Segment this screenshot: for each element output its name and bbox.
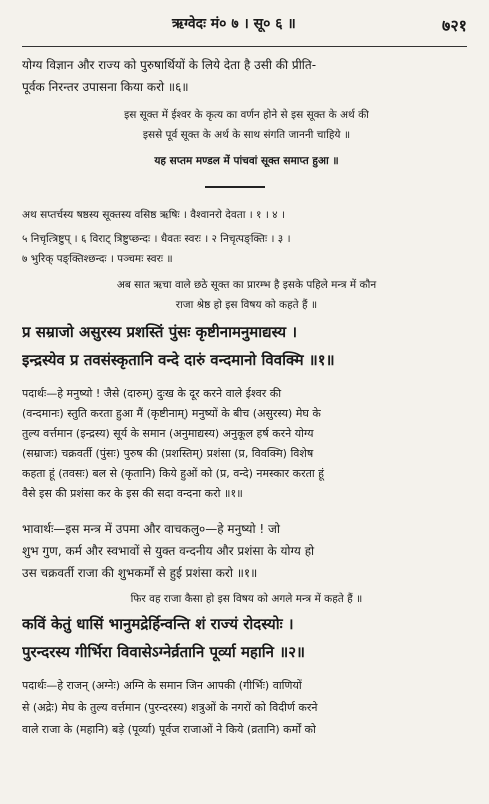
text-line: पूर्वक निरन्तर उपासना किया करो ॥६॥	[22, 80, 189, 94]
text-line: वाले राजा के (महानि) बड़े (पूर्व्या) पूर्वज राजाओं ने किये (व्रतानि) कर्मों को	[22, 723, 316, 736]
mantra-line: इन्द्रस्येव प्र तवसंस्कृतानि वन्दे दारुं वन्दमानो विवक्मि ॥१॥	[22, 351, 335, 369]
text-line: अब सात ऋचा वाले छठे सूक्त का प्रारम्भ है इसके पहिले मन्त्र में कौन	[116, 279, 377, 291]
text-line: अथ सप्तर्चस्य षष्ठस्य सूक्तस्य वसिष्ठ ऋषिः । वैश्वानरो देवता । १ । ४ ।	[22, 209, 285, 221]
running-title: ऋग्वेदः मं० ७ । सू० ६ ॥	[172, 16, 296, 32]
section-end-note: यह सप्तम मण्डल में पांचवां सूक्त समाप्त हुआ ॥	[154, 155, 339, 167]
mantra-line: कविं केतुं धासिं भानुमद्रेर्हिन्वन्ति शं राज्यं रोदस्योः ।	[22, 615, 294, 633]
text-line: राजा श्रेष्ठ हो इस विषय को कहते हैं ॥	[175, 299, 318, 311]
text-line: वैसे इस की प्रशंसा कर के इस की सदा वन्दना करो ॥१॥	[22, 487, 243, 500]
text-line: पदार्थः—हे मनुष्यो ! जैसे (दारुम्) दुःख के दूर करने वाले ईश्वर की	[22, 387, 282, 400]
section-separator	[205, 186, 265, 188]
text-line: फिर वह राजा कैसा हो इस विषय को अगले मन्त्र में कहते हैं ॥	[130, 593, 363, 605]
text-line: से (अद्रेः) मेघ के तुल्य वर्त्तमान (पुरन्दरस्य) शत्रुओं के नगरों को विदीर्ण करने	[22, 701, 318, 714]
text-line: शुभ गुण, कर्म और स्वभावों से युक्त वन्दनीय और प्रशंसा के योग्य हो	[22, 544, 315, 558]
text-line: ७ भुरिक् पङ्क्तिश्छन्दः । पञ्चमः स्वरः ॥	[22, 253, 173, 265]
mantra-line: पुरन्दरस्य गीर्भिरा विवासेऽग्नेर्व्रतानि पूर्व्या महानि ॥२॥	[22, 643, 305, 661]
text-line: (वन्दमानः) स्तुति करता हुआ मैं (कृष्टीनाम्) मनुष्यों के बीच (असुरस्य) मेघ के	[22, 407, 321, 420]
text-line: (सम्राजः) चक्रवर्ती (पुंसः) पुरुष की (प्रशस्तिम्) प्रशंसा (प्र, विवक्मि) विशेष	[22, 447, 314, 460]
text-line: योग्य विज्ञान और राज्य को पुरुषार्थियों के लिये देता है उसी की प्रीति-	[22, 58, 317, 72]
text-line: तुल्य वर्त्तमान (इन्द्रस्य) सूर्य के समान (अनुमाद्यस्य) अनुकूल हर्ष करने योग्य	[22, 427, 314, 440]
text-line: उस चक्रवर्ती राजा की शुभकर्मों से हुई प्रशंसा करो ॥१॥	[22, 566, 258, 580]
text-line: इससे पूर्व सूक्त के अर्थ के साथ संगति जाननी चाहिये ॥	[142, 129, 351, 141]
header-rule	[22, 46, 467, 47]
mantra-line: प्र सम्राजो असुरस्य प्रशस्तिं पुंसः कृष्टीनामनुमाद्यस्य ।	[22, 323, 298, 341]
text-line: पदार्थः—हे राजन् (अग्नेः) अग्नि के समान जिन आपकी (गीर्भिः) वाणियों	[22, 679, 302, 692]
text-line: ५ निचृत्त्रिष्टुप् । ६ विराट् त्रिष्टुप्छन्दः । धैवतः स्वरः । २ निचृत्पङ्क्तिः । ३ ।	[22, 233, 291, 245]
page-number: ७२१	[442, 16, 467, 35]
text-line: इस सूक्त में ईश्वर के कृत्य का वर्णन होने से इस सूक्त के अर्थ की	[124, 109, 369, 121]
text-line: भावार्थः—इस मन्त्र में उपमा और वाचकलु०—हे मनुष्यो ! जो	[22, 522, 281, 536]
text-line: कहता हूं (तवसः) बल से (कृतानि) किये हुओं को (प्र, वन्दे) नमस्कार करता हूं	[22, 467, 325, 480]
page-header	[22, 14, 471, 40]
